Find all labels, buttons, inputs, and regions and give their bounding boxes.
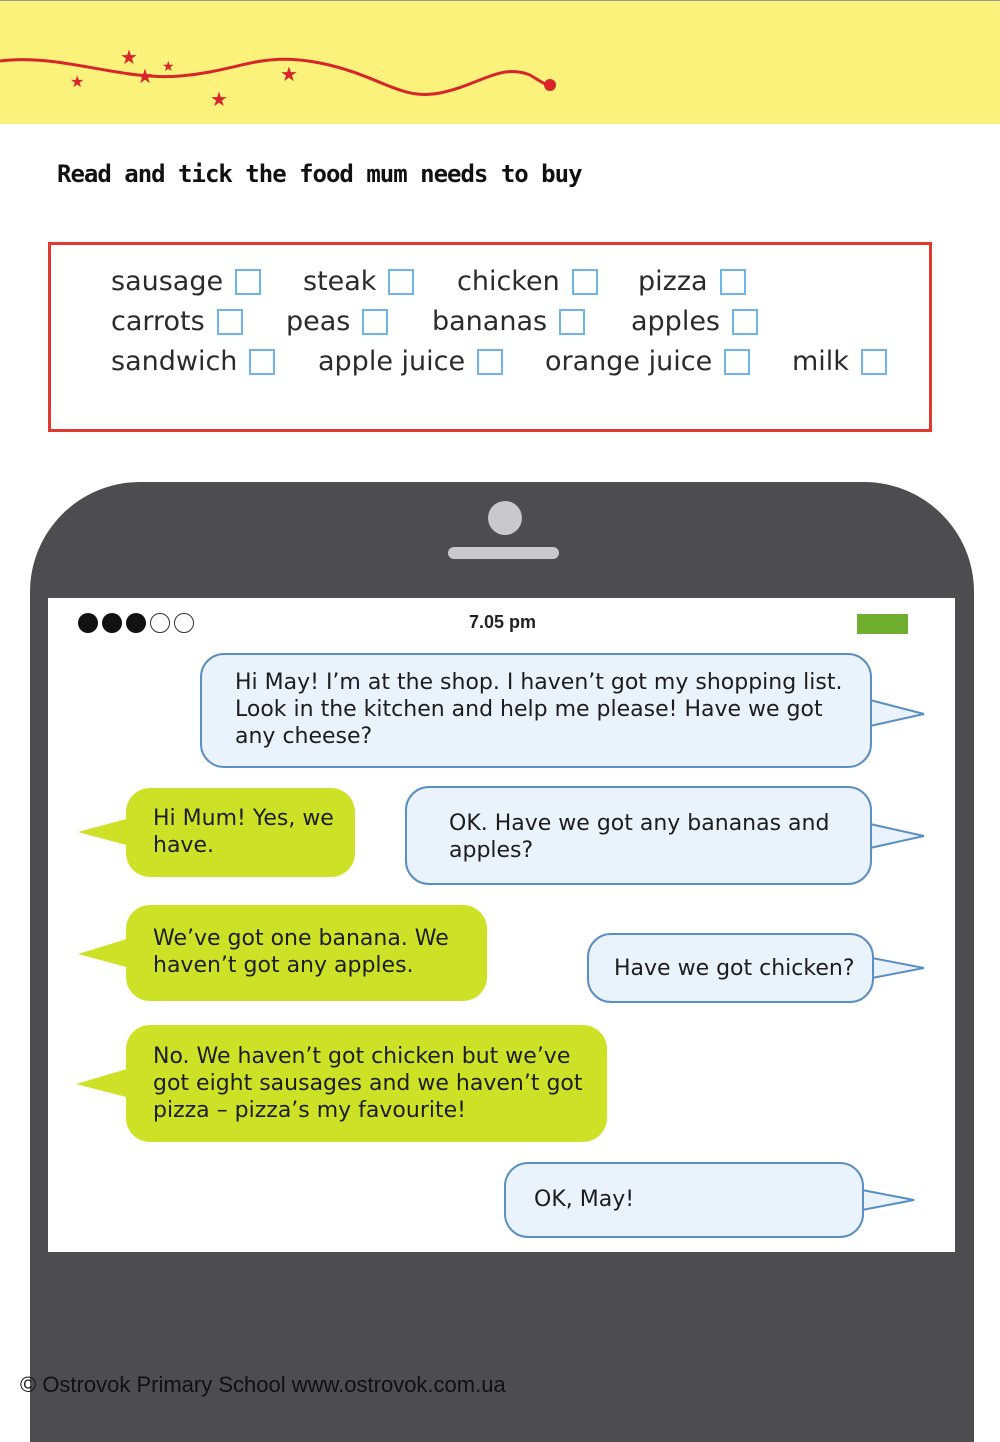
message-text: OK. Have we got any bananas and apples? <box>449 811 830 863</box>
food-label: pizza <box>638 266 708 297</box>
food-label: chicken <box>457 266 560 297</box>
food-label: steak <box>303 266 377 297</box>
food-label: carrots <box>111 306 205 337</box>
message-bubble-may <box>126 788 355 877</box>
message-text: OK, May! <box>534 1187 635 1212</box>
food-label: sandwich <box>111 346 238 377</box>
message-text: We’ve got one banana. We haven’t got any apples. <box>153 926 449 978</box>
status-time: 7.05 pm <box>469 612 537 632</box>
svg-text:★: ★ <box>136 64 154 88</box>
food-label: peas <box>286 306 351 337</box>
copyright-footer: © Ostrovok Primary School www.ostrovok.com.ua <box>20 1372 506 1397</box>
message-bubble-may <box>126 1025 607 1142</box>
food-label: sausage <box>111 266 224 297</box>
message-text: No. We haven’t got chicken but we’ve got eight sausages and we haven’t got pizza – pizza’s my favourite! <box>153 1044 583 1123</box>
message-text: Hi Mum! Yes, we have. <box>153 806 334 858</box>
svg-text:★: ★ <box>120 45 138 69</box>
food-label: orange juice <box>545 346 713 377</box>
message-bubble-mum <box>405 786 872 885</box>
message-bubble-mum <box>200 653 872 768</box>
message-bubble-may <box>126 905 487 1001</box>
instruction-heading: Read and tick the food mum needs to buy <box>57 160 582 188</box>
message-bubble-mum <box>504 1162 864 1238</box>
food-label: apples <box>631 306 721 337</box>
message-text: Have we got chicken? <box>614 956 855 981</box>
food-label: bananas <box>432 306 548 337</box>
svg-text:★: ★ <box>280 62 298 86</box>
food-label: milk <box>792 346 849 377</box>
message-text: Hi May! I’m at the shop. I haven’t got my shopping list. Look in the kitchen and help me please! Have we got any cheese? <box>235 670 843 749</box>
svg-text:★: ★ <box>210 87 228 111</box>
message-bubble-mum <box>587 933 874 1003</box>
svg-text:★: ★ <box>162 59 175 75</box>
food-label: apple juice <box>318 346 466 377</box>
svg-text:★: ★ <box>70 72 85 91</box>
